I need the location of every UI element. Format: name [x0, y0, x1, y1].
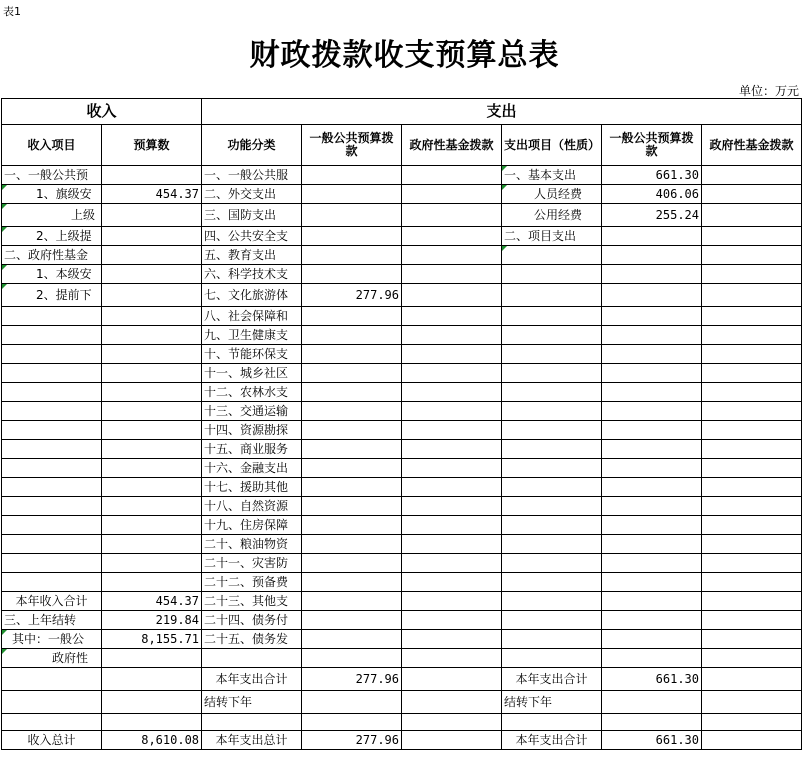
cell-general[interactable] [302, 592, 402, 611]
cell-expense-amount[interactable] [602, 246, 702, 265]
cell-empty[interactable] [702, 731, 802, 750]
cell-empty[interactable] [602, 459, 702, 478]
cell-general[interactable] [302, 440, 402, 459]
budget-table [1, 98, 802, 750]
cell-empty[interactable] [2, 554, 102, 573]
table-row [2, 714, 802, 731]
col-budget-amount: 预算数 [102, 125, 202, 166]
cell-empty[interactable] [602, 592, 702, 611]
cell-function-label[interactable]: 二十三、其他支 [202, 592, 302, 611]
cell-income-label[interactable]: 1、旗级安 [2, 185, 102, 204]
cell-empty[interactable] [702, 573, 802, 592]
cell-general[interactable] [302, 516, 402, 535]
table-row [2, 497, 802, 516]
table-row [2, 478, 802, 497]
cell-gov-fund-short-label[interactable]: 政府性 [2, 649, 102, 668]
table-row [2, 246, 802, 265]
table-row [2, 592, 802, 611]
cell-empty[interactable] [702, 383, 802, 402]
cell-empty[interactable] [402, 611, 502, 630]
cell-general[interactable] [302, 265, 402, 284]
cell-empty[interactable] [2, 364, 102, 383]
cell-empty[interactable] [702, 714, 802, 731]
cell-function-label[interactable]: 十九、住房保障 [202, 516, 302, 535]
cell-empty[interactable] [2, 383, 102, 402]
cell-empty[interactable] [602, 307, 702, 326]
cell-general[interactable] [302, 246, 402, 265]
cell-function-label[interactable]: 八、社会保障和 [202, 307, 302, 326]
cell-expense-nature[interactable] [502, 284, 602, 307]
cell-expense-nature[interactable]: 一、基本支出 [502, 166, 602, 185]
cell-empty[interactable] [102, 691, 202, 714]
cell-general[interactable] [302, 630, 402, 649]
cell-empty[interactable] [602, 383, 702, 402]
cell-empty[interactable] [2, 402, 102, 421]
cell-function-label[interactable]: 十七、援助其他 [202, 478, 302, 497]
cell-function-label[interactable]: 五、教育支出 [202, 246, 302, 265]
cell-empty[interactable] [402, 478, 502, 497]
table-row [2, 227, 802, 246]
cell-expense-fund[interactable] [702, 265, 802, 284]
cell-expense-nature[interactable] [502, 246, 602, 265]
cell-year-income-total-value[interactable]: 454.37 [102, 592, 202, 611]
table-row [2, 554, 802, 573]
cell-empty[interactable] [702, 516, 802, 535]
cell-empty[interactable] [702, 364, 802, 383]
table-row [2, 421, 802, 440]
cell-income-amount[interactable]: 454.37 [102, 185, 202, 204]
cell-function-label[interactable]: 七、文化旅游体 [202, 284, 302, 307]
cell-empty[interactable] [602, 691, 702, 714]
table-row [2, 166, 802, 185]
table-row [2, 402, 802, 421]
cell-empty[interactable] [2, 440, 102, 459]
table-row [2, 668, 802, 691]
cell-empty[interactable] [2, 535, 102, 554]
cell-empty[interactable] [602, 421, 702, 440]
table-row [2, 265, 802, 284]
page-title: 财政拨款收支预算总表 [249, 38, 560, 73]
cell-expense-fund[interactable] [702, 227, 802, 246]
expense-section-header: 支出 [202, 99, 802, 125]
cell-empty[interactable] [702, 535, 802, 554]
cell-fund[interactable] [402, 204, 502, 227]
table-row [2, 535, 802, 554]
cell-empty[interactable] [702, 611, 802, 630]
cell-empty[interactable] [502, 307, 602, 326]
cell-function-label[interactable]: 二十一、灾害防 [202, 554, 302, 573]
cell-empty[interactable] [702, 440, 802, 459]
cell-empty[interactable] [302, 649, 402, 668]
cell-empty[interactable] [102, 714, 202, 731]
cell-fund[interactable] [402, 265, 502, 284]
cell-general[interactable] [302, 611, 402, 630]
cell-empty[interactable] [102, 649, 202, 668]
cell-empty[interactable] [402, 592, 502, 611]
cell-empty[interactable] [2, 307, 102, 326]
cell-expense-amount[interactable]: 661.30 [602, 166, 702, 185]
cell-income-amount[interactable] [102, 227, 202, 246]
cell-function-label[interactable]: 十五、商业服务 [202, 440, 302, 459]
cell-fund[interactable] [402, 185, 502, 204]
cell-function-label[interactable]: 二十二、预备费 [202, 573, 302, 592]
table-row [2, 307, 802, 326]
cell-empty[interactable] [202, 714, 302, 731]
sheet-tag: 表1 [3, 5, 21, 18]
cell-income-label[interactable]: 二、政府性基金 [2, 246, 102, 265]
cell-expense-amount[interactable] [602, 227, 702, 246]
cell-general[interactable] [302, 421, 402, 440]
cell-function-label[interactable]: 二十五、债务发 [202, 630, 302, 649]
col-expense-item: 支出项目（性质） [502, 125, 602, 166]
col-function-class: 功能分类 [202, 125, 302, 166]
table-row [2, 383, 802, 402]
cell-empty[interactable] [502, 497, 602, 516]
cell-expense-fund[interactable] [702, 166, 802, 185]
cell-function-label[interactable]: 二十、粮油物资 [202, 535, 302, 554]
cell-function-label[interactable]: 四、公共安全支 [202, 227, 302, 246]
cell-empty[interactable] [402, 364, 502, 383]
cell-prior-balance-value[interactable]: 219.84 [102, 611, 202, 630]
cell-empty[interactable] [402, 535, 502, 554]
cell-empty[interactable] [602, 326, 702, 345]
cell-income-amount[interactable] [102, 265, 202, 284]
table-row [2, 364, 802, 383]
cell-expense-nature[interactable]: 人员经费 [502, 185, 602, 204]
cell-year-expense-total-label[interactable]: 本年支出合计 [202, 668, 302, 691]
cell-year-expense-total-value-2[interactable]: 661.30 [602, 668, 702, 691]
cell-empty[interactable] [402, 691, 502, 714]
cell-empty[interactable] [502, 440, 602, 459]
cell-empty[interactable] [102, 668, 202, 691]
cell-empty[interactable] [402, 731, 502, 750]
cell-empty[interactable] [702, 326, 802, 345]
cell-empty[interactable] [602, 714, 702, 731]
cell-empty[interactable] [702, 307, 802, 326]
cell-expense-amount[interactable]: 255.24 [602, 204, 702, 227]
cell-empty[interactable] [602, 440, 702, 459]
cell-empty[interactable] [2, 345, 102, 364]
cell-year-expense-total-value[interactable]: 277.96 [302, 668, 402, 691]
cell-fund[interactable] [402, 227, 502, 246]
cell-expense-fund[interactable] [702, 284, 802, 307]
cell-empty[interactable] [702, 402, 802, 421]
cell-empty[interactable] [2, 516, 102, 535]
cell-function-label[interactable]: 十三、交通运输 [202, 402, 302, 421]
cell-income-label[interactable]: 2、提前下 [2, 284, 102, 307]
table-row [2, 326, 802, 345]
cell-empty[interactable] [702, 554, 802, 573]
cell-empty[interactable] [602, 497, 702, 516]
cell-empty[interactable] [102, 307, 202, 326]
cell-empty[interactable] [602, 345, 702, 364]
cell-empty[interactable] [702, 459, 802, 478]
cell-expense-fund[interactable] [702, 204, 802, 227]
cell-empty[interactable] [502, 326, 602, 345]
cell-prior-balance-label[interactable]: 三、上年结转 [2, 611, 102, 630]
cell-empty[interactable] [502, 714, 602, 731]
cell-empty[interactable] [602, 478, 702, 497]
table-row [2, 440, 802, 459]
cell-empty[interactable] [2, 497, 102, 516]
cell-empty[interactable] [102, 421, 202, 440]
cell-function-label[interactable]: 六、科学技术支 [202, 265, 302, 284]
cell-year-income-total-label[interactable]: 本年收入合计 [2, 592, 102, 611]
cell-empty[interactable] [702, 630, 802, 649]
cell-year-expense-total-label-2[interactable]: 本年支出合计 [502, 668, 602, 691]
cell-fund[interactable] [402, 246, 502, 265]
cell-expense-grand-value-2[interactable]: 661.30 [602, 731, 702, 750]
table-row [2, 731, 802, 750]
cell-empty[interactable] [102, 573, 202, 592]
cell-general[interactable] [302, 497, 402, 516]
cell-empty[interactable] [702, 497, 802, 516]
cell-empty[interactable] [702, 691, 802, 714]
cell-empty[interactable] [102, 478, 202, 497]
income-section-header: 收入 [2, 99, 202, 125]
cell-empty[interactable] [102, 516, 202, 535]
table-row [2, 345, 802, 364]
cell-empty[interactable] [502, 402, 602, 421]
cell-empty[interactable] [402, 516, 502, 535]
cell-empty[interactable] [402, 421, 502, 440]
cell-empty[interactable] [402, 668, 502, 691]
cell-empty[interactable] [602, 611, 702, 630]
cell-empty[interactable] [402, 554, 502, 573]
cell-empty[interactable] [502, 592, 602, 611]
cell-empty[interactable] [302, 714, 402, 731]
cell-income-label[interactable]: 1、本级安 [2, 265, 102, 284]
cell-empty[interactable] [2, 668, 102, 691]
cell-empty[interactable] [602, 573, 702, 592]
cell-expense-nature[interactable]: 二、项目支出 [502, 227, 602, 246]
cell-empty[interactable] [202, 649, 302, 668]
cell-empty[interactable] [402, 649, 502, 668]
cell-general[interactable] [302, 459, 402, 478]
cell-income-amount[interactable] [102, 284, 202, 307]
cell-empty[interactable] [702, 592, 802, 611]
cell-expense-grand-label-2[interactable]: 本年支出合计 [502, 731, 602, 750]
cell-income-label[interactable]: 上级 [2, 204, 102, 227]
cell-empty[interactable] [102, 364, 202, 383]
cell-empty[interactable] [102, 383, 202, 402]
cell-empty[interactable] [2, 459, 102, 478]
col-general-public-2: 一般公共预算拨款 [602, 125, 702, 166]
cell-empty[interactable] [702, 668, 802, 691]
col-gov-fund: 政府性基金拨款 [402, 125, 502, 166]
cell-expense-nature[interactable]: 公用经费 [502, 204, 602, 227]
table-row [2, 573, 802, 592]
cell-empty[interactable] [402, 630, 502, 649]
cell-income-grand-label[interactable]: 收入总计 [2, 731, 102, 750]
table-row [2, 630, 802, 649]
cell-function-label[interactable]: 二、外交支出 [202, 185, 302, 204]
cell-empty[interactable] [402, 497, 502, 516]
cell-empty[interactable] [102, 345, 202, 364]
col-gov-fund-2: 政府性基金拨款 [702, 125, 802, 166]
table-row [2, 691, 802, 714]
cell-income-label[interactable]: 2、上级提 [2, 227, 102, 246]
cell-empty[interactable] [702, 649, 802, 668]
cell-empty[interactable] [402, 307, 502, 326]
cell-general[interactable] [302, 383, 402, 402]
cell-empty[interactable] [2, 714, 102, 731]
cell-general[interactable] [302, 345, 402, 364]
cell-function-label[interactable]: 十、节能环保支 [202, 345, 302, 364]
cell-empty[interactable] [502, 345, 602, 364]
cell-empty[interactable] [502, 611, 602, 630]
cell-general[interactable] [302, 478, 402, 497]
cell-empty[interactable] [402, 459, 502, 478]
cell-empty[interactable] [102, 535, 202, 554]
unit-label: 单位：万元 [738, 84, 799, 98]
cell-empty[interactable] [502, 364, 602, 383]
cell-function-label[interactable]: 一、一般公共服 [202, 166, 302, 185]
cell-function-label[interactable]: 十八、自然资源 [202, 497, 302, 516]
cell-general[interactable] [302, 402, 402, 421]
cell-empty[interactable] [502, 649, 602, 668]
cell-general[interactable]: 277.96 [302, 284, 402, 307]
cell-empty[interactable] [2, 326, 102, 345]
cell-general[interactable] [302, 326, 402, 345]
cell-general[interactable] [302, 307, 402, 326]
cell-empty[interactable] [402, 383, 502, 402]
cell-empty[interactable] [702, 421, 802, 440]
cell-empty[interactable] [502, 459, 602, 478]
cell-fund[interactable] [402, 284, 502, 307]
cell-income-amount[interactable] [102, 246, 202, 265]
col-income-item: 收入项目 [2, 125, 102, 166]
cell-expense-amount[interactable] [602, 265, 702, 284]
cell-function-label[interactable]: 十六、金融支出 [202, 459, 302, 478]
cell-income-grand-value[interactable]: 8,610.08 [102, 731, 202, 750]
cell-general[interactable] [302, 185, 402, 204]
cell-fund[interactable] [402, 166, 502, 185]
cell-general[interactable] [302, 554, 402, 573]
cell-of-which-general-value[interactable]: 8,155.71 [102, 630, 202, 649]
table-row [2, 649, 802, 668]
cell-empty[interactable] [602, 554, 702, 573]
cell-empty[interactable] [702, 345, 802, 364]
cell-expense-grand-value[interactable]: 277.96 [302, 731, 402, 750]
cell-empty[interactable] [402, 345, 502, 364]
cell-empty[interactable] [102, 554, 202, 573]
cell-empty[interactable] [402, 402, 502, 421]
cell-income-amount[interactable] [102, 166, 202, 185]
cell-empty[interactable] [402, 573, 502, 592]
table-row [2, 459, 802, 478]
table-row [2, 204, 802, 227]
cell-empty[interactable] [2, 691, 102, 714]
cell-empty[interactable] [502, 573, 602, 592]
table-row [2, 284, 802, 307]
cell-empty[interactable] [702, 478, 802, 497]
cell-expense-fund[interactable] [702, 246, 802, 265]
cell-empty[interactable] [502, 516, 602, 535]
cell-expense-amount[interactable]: 406.06 [602, 185, 702, 204]
cell-carry-next-label[interactable]: 结转下年 [202, 691, 302, 714]
cell-empty[interactable] [602, 649, 702, 668]
cell-empty[interactable] [102, 402, 202, 421]
cell-income-amount[interactable] [102, 204, 202, 227]
table-row [2, 516, 802, 535]
cell-general[interactable] [302, 227, 402, 246]
cell-general[interactable] [302, 204, 402, 227]
cell-function-label[interactable]: 二十四、债务付 [202, 611, 302, 630]
cell-function-label[interactable]: 十二、农林水支 [202, 383, 302, 402]
cell-function-label[interactable]: 十四、资源勘探 [202, 421, 302, 440]
cell-function-label[interactable]: 十一、城乡社区 [202, 364, 302, 383]
cell-income-label[interactable]: 一、一般公共预 [2, 166, 102, 185]
cell-function-label[interactable]: 九、卫生健康支 [202, 326, 302, 345]
cell-expense-amount[interactable] [602, 284, 702, 307]
cell-general[interactable] [302, 364, 402, 383]
cell-empty[interactable] [602, 402, 702, 421]
cell-empty[interactable] [402, 326, 502, 345]
cell-empty[interactable] [602, 630, 702, 649]
cell-general[interactable] [302, 166, 402, 185]
cell-expense-nature[interactable] [502, 265, 602, 284]
cell-expense-grand-label[interactable]: 本年支出总计 [202, 731, 302, 750]
cell-empty[interactable] [302, 691, 402, 714]
cell-empty[interactable] [602, 535, 702, 554]
cell-empty[interactable] [402, 440, 502, 459]
cell-empty[interactable] [502, 630, 602, 649]
cell-expense-fund[interactable] [702, 185, 802, 204]
col-general-public: 一般公共预算拨款 [302, 125, 402, 166]
table-row [2, 611, 802, 630]
table-row [2, 185, 802, 204]
cell-of-which-general-label[interactable]: 其中：一般公 [2, 630, 102, 649]
cell-empty[interactable] [602, 516, 702, 535]
cell-empty[interactable] [102, 440, 202, 459]
cell-carry-next-label-2[interactable]: 结转下年 [502, 691, 602, 714]
cell-empty[interactable] [2, 573, 102, 592]
cell-empty[interactable] [102, 459, 202, 478]
cell-function-label[interactable]: 三、国防支出 [202, 204, 302, 227]
cell-general[interactable] [302, 573, 402, 592]
cell-general[interactable] [302, 535, 402, 554]
cell-empty[interactable] [502, 421, 602, 440]
cell-empty[interactable] [502, 554, 602, 573]
cell-empty[interactable] [402, 714, 502, 731]
cell-empty[interactable] [2, 421, 102, 440]
cell-empty[interactable] [2, 478, 102, 497]
cell-empty[interactable] [502, 535, 602, 554]
cell-empty[interactable] [102, 326, 202, 345]
cell-empty[interactable] [502, 383, 602, 402]
cell-empty[interactable] [602, 364, 702, 383]
cell-empty[interactable] [502, 478, 602, 497]
cell-empty[interactable] [102, 497, 202, 516]
